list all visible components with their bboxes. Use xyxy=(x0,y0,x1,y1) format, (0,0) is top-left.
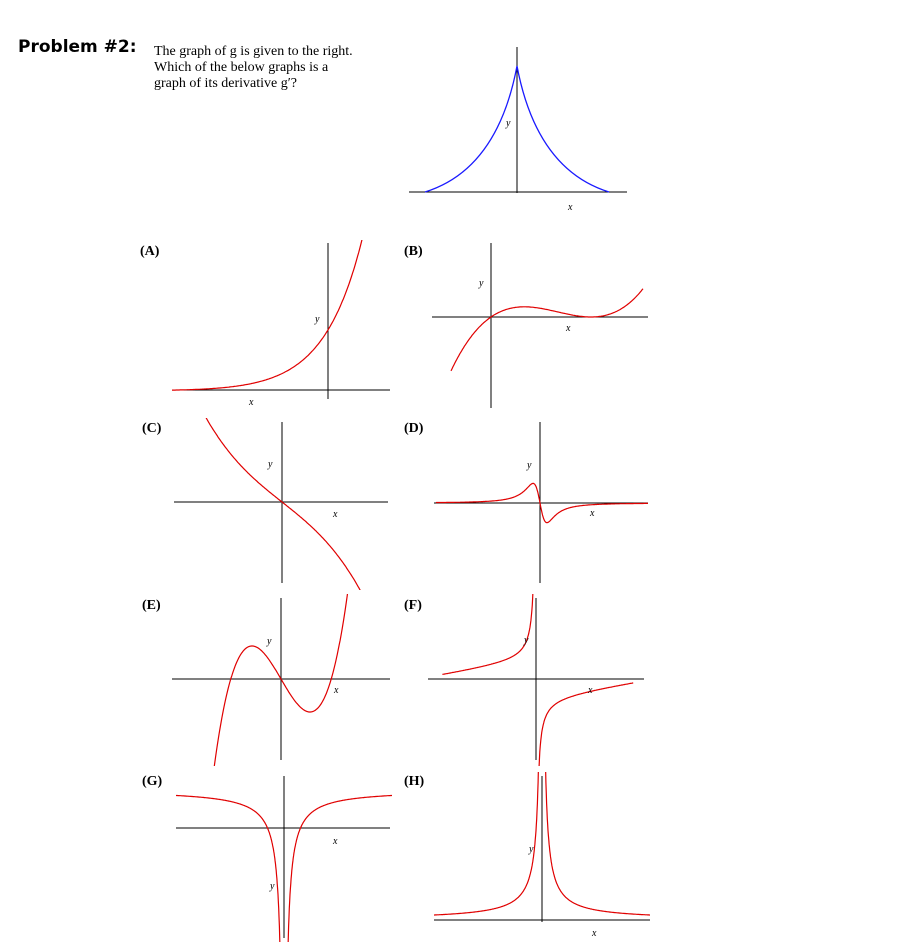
graph-a-curve xyxy=(172,172,376,390)
option-label-g: (G) xyxy=(142,774,163,789)
graph-f xyxy=(428,513,644,846)
graph-h-y-label: y xyxy=(529,844,534,855)
statement-line-2: Which of the below graphs is a xyxy=(154,60,329,75)
graph-b-x-label: x xyxy=(566,323,571,334)
graph-h-x-label: x xyxy=(592,928,597,939)
graph-g-option-curve-left xyxy=(176,796,282,950)
graph-g-y-label: y xyxy=(506,118,511,129)
option-label-a: (A) xyxy=(140,244,160,259)
option-label-d: (D) xyxy=(404,421,424,436)
graph-f-curve-left xyxy=(442,513,534,675)
option-label-e: (E) xyxy=(142,598,161,613)
statement-line-1: The graph of g is given to the right. xyxy=(154,44,353,59)
graph-c xyxy=(174,412,388,592)
graph-g-option-x-label: x xyxy=(333,836,338,847)
graph-d xyxy=(434,422,648,583)
graph-g-option-y-label: y xyxy=(270,881,275,892)
statement-line-3: graph of its derivative g′? xyxy=(154,76,298,91)
graph-g xyxy=(409,47,627,213)
problem-title: Problem #2: xyxy=(18,37,137,57)
graph-e-x-label: x xyxy=(334,685,339,696)
graph-h xyxy=(434,620,650,939)
graph-b-y-label: y xyxy=(479,278,484,289)
graph-g-x-label: x xyxy=(568,202,573,213)
graph-a-y-label: y xyxy=(315,314,320,325)
graph-f-x-label: x xyxy=(588,685,593,696)
graph-h-curve-right xyxy=(544,620,650,915)
graph-f-y-label: y xyxy=(524,635,529,646)
graph-h-curve-left xyxy=(434,620,540,915)
graph-a-x-label: x xyxy=(249,397,254,408)
graph-b-curve xyxy=(451,289,643,371)
option-label-f: (F) xyxy=(404,598,422,613)
graph-a xyxy=(172,172,390,408)
option-label-h: (H) xyxy=(404,774,425,789)
graph-b xyxy=(432,243,648,408)
graph-e-curve xyxy=(210,570,351,801)
graph-d-x-label: x xyxy=(590,508,595,519)
option-label-c: (C) xyxy=(142,421,162,436)
graph-g-option-curve-right xyxy=(286,796,392,950)
option-label-b: (B) xyxy=(404,244,423,259)
graph-c-y-label: y xyxy=(268,459,273,470)
graph-e xyxy=(172,570,390,801)
graph-c-x-label: x xyxy=(333,509,338,520)
graph-g-option xyxy=(176,776,392,950)
graph-f-curve-right xyxy=(537,683,633,846)
graph-d-y-label: y xyxy=(527,460,532,471)
graph-e-y-label: y xyxy=(267,636,272,647)
